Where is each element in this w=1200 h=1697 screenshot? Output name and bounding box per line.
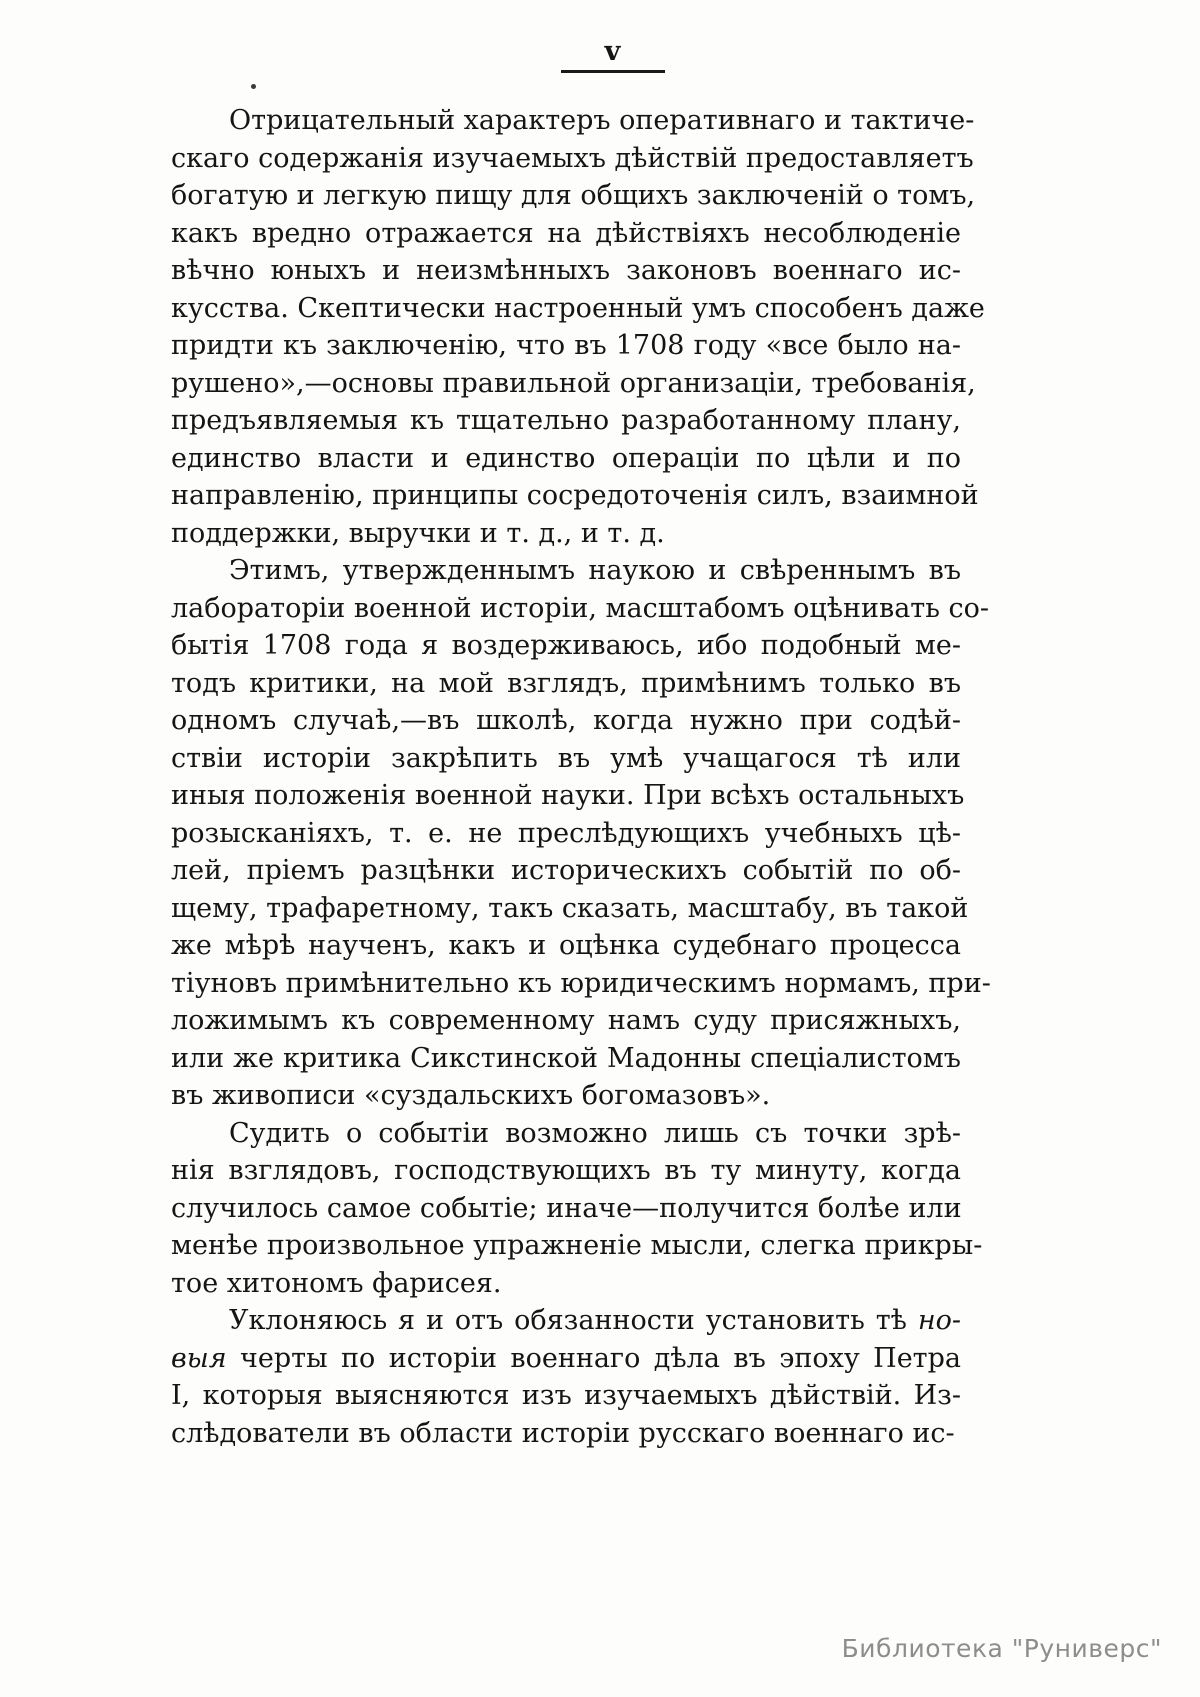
text-line: розысканіяхъ, т. е. не преслѣдующихъ учебныхъ цѣ-: [171, 817, 961, 849]
text-segment: Уклоняюсь я и отъ обязанности установить тѣ: [229, 1305, 918, 1336]
page-text: [171, 102, 991, 1452]
text-line: одномъ случаѣ,—въ школѣ, когда нужно при содѣй-: [171, 705, 961, 736]
text-line: Отрицательный характеръ оперативнаго и тактиче-: [229, 105, 975, 136]
text-line: богатую и легкую пищу для общихъ заключеній о томъ,: [171, 180, 976, 211]
paragraph: [171, 1115, 983, 1303]
text-line: [171, 1340, 961, 1378]
text-line: [171, 1302, 961, 1340]
text-line: же мѣрѣ наученъ, какъ и оцѣнка судебнаго процесса: [171, 930, 961, 961]
text-line: лабораторіи военной исторіи, масштабомъ оцѣнивать со-: [171, 592, 990, 624]
text-line: лей, пріемъ разцѣнки историческихъ событій по об-: [171, 855, 961, 886]
ink-speck: [251, 84, 256, 89]
text-line: вѣчно юныхъ и неизмѣнныхъ законовъ военнаго ис-: [171, 255, 961, 286]
text-line: рушено»,—основы правильной организаціи, требованія,: [171, 367, 976, 399]
text-line: слѣдователи въ области исторіи русскаго военнаго ис-: [171, 1417, 955, 1449]
text-line: нія взглядовъ, господствующихъ въ ту минуту, когда: [171, 1155, 961, 1186]
text-line: единство власти и единство операціи по цѣли и по: [171, 442, 961, 474]
paragraph: [171, 1302, 961, 1452]
text-line: случилось самое событіе; иначе—получится болѣе или: [171, 1192, 962, 1224]
text-line: I, которыя выясняются изъ изучаемыхъ дѣйствій. Из-: [171, 1380, 961, 1411]
text-line: или же критика Сикстинской Мадонны спеціалистомъ: [171, 1042, 961, 1074]
paragraph: [171, 552, 991, 1115]
text-line: кусства. Скептически настроенный умъ способенъ даже: [171, 292, 985, 324]
page-number-block: [561, 38, 665, 73]
text-line: Судить о событіи возможно лишь съ точки зрѣ-: [229, 1117, 961, 1149]
text-line: тіуновъ примѣнительно къ юридическимъ нормамъ, при-: [171, 967, 991, 999]
text-line: предъявляемыя къ тщательно разработанному плану,: [171, 405, 961, 436]
text-line: иныя положенія военной науки. При всѣхъ остальныхъ: [171, 780, 965, 811]
text-segment: черты по исторіи военнаго дѣла въ эпоху Петра: [226, 1342, 961, 1374]
text-line: какъ вредно отражается на дѣйствіяхъ несоблюденіе: [171, 217, 961, 249]
text-line: въ живописи «суздальскихъ богомазовъ».: [171, 1080, 771, 1111]
page-number: v: [604, 36, 622, 67]
text-line: Этимъ, утвержденнымъ наукою и свѣреннымъ въ: [229, 555, 961, 586]
text-line: бытія 1708 года я воздерживаюсь, ибо подобный ме-: [171, 630, 961, 661]
text-line: тодъ критики, на мой взглядъ, примѣнимъ только въ: [171, 667, 961, 699]
paragraph: [171, 102, 985, 552]
text-line: щему, трафаретному, такъ сказать, масштабу, въ такой: [171, 892, 969, 924]
text-line: поддержки, выручки и т. д., и т. д.: [171, 517, 665, 549]
text-line: ложимымъ къ современному намъ суду присяжныхъ,: [171, 1005, 961, 1036]
watermark: Библиотека "Руниверс": [841, 1634, 1162, 1663]
text-line: менѣе произвольное упражненіе мысли, слегка прикры-: [171, 1230, 983, 1261]
text-line: направленію, принципы сосредоточенія силъ, взаимной: [171, 480, 979, 511]
text-line: придти къ заключенію, что въ 1708 году «все было на-: [171, 330, 961, 361]
text-line: тое хитономъ фарисея.: [171, 1267, 502, 1299]
italic-segment: но-: [917, 1305, 961, 1336]
text-line: ствіи исторіи закрѣпить въ умѣ учащагося тѣ или: [171, 742, 961, 774]
italic-segment: выя: [171, 1342, 227, 1374]
text-line: скаго содержанія изучаемыхъ дѣйствій предоставляетъ: [171, 142, 974, 174]
